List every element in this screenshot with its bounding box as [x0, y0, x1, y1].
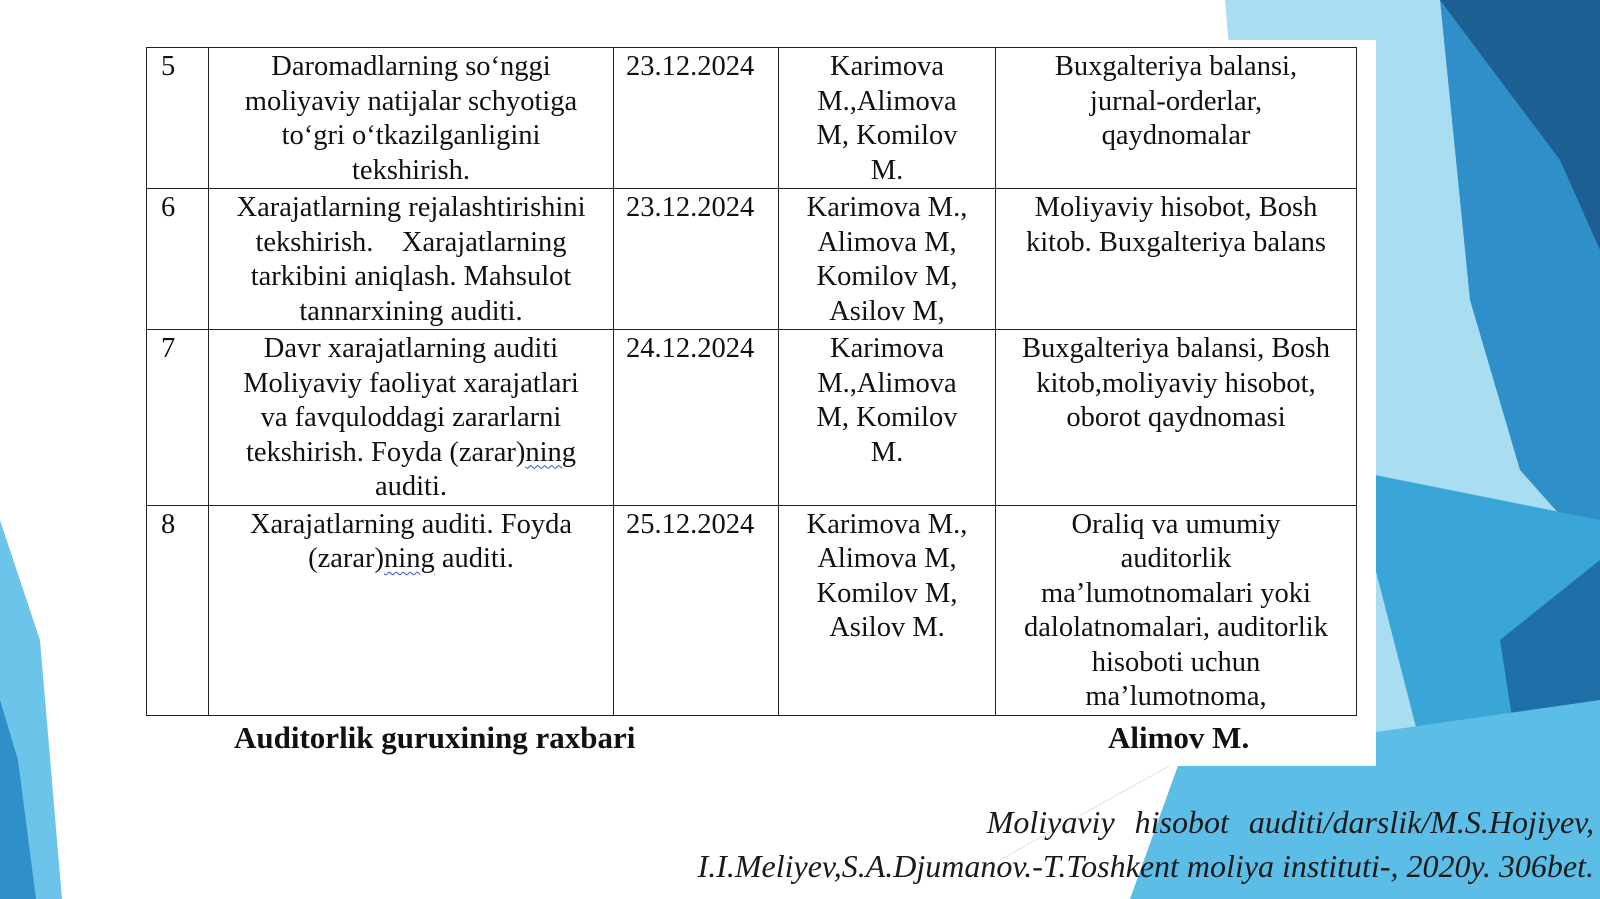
task-cell: Davr xarajatlarning auditi Moliyaviy faoliyat xarajatlari va favquloddagi zararlarni tekshirish. Foyda (zarar)ning auditi. — [209, 330, 614, 506]
citation-line-1: Moliyaviy hisobot auditi/darslik/M.S.Hojiyev, — [986, 804, 1594, 840]
document-page — [138, 40, 1376, 766]
leader-label: Auditorlik guruxining raxbari — [234, 720, 636, 755]
task-cell: Xarajatlarning rejalashtirishini tekshirish. Xarajatlarning tarkibini aniqlash. Mahsulot tannarxining auditi. — [209, 189, 614, 330]
citation-line-2: I.I.Meliyev,S.A.Djumanov.-T.Toshkent moliya instituti-, 2020y. 306bet. — [697, 848, 1594, 884]
row-number: 7 — [147, 330, 209, 506]
date-cell: 25.12.2024 — [614, 505, 779, 715]
row-number: 6 — [147, 189, 209, 330]
table-row — [147, 189, 1357, 330]
row-number: 8 — [147, 505, 209, 715]
auditors-cell: Karimova M.,Alimova M, Komilov M. — [779, 330, 996, 506]
date-cell: 23.12.2024 — [614, 48, 779, 189]
task-cell: Daromadlarning so‘nggi moliyaviy natijalar schyotiga to‘gri o‘tkazilganligini tekshirish. — [209, 48, 614, 189]
auditors-cell: Karimova M., Alimova M, Komilov M, Asilov M, — [779, 189, 996, 330]
table-row — [147, 330, 1357, 506]
sources-cell: Moliyaviy hisobot, Bosh kitob. Buxgalteriya balans — [996, 189, 1357, 330]
table-row — [147, 505, 1357, 715]
leader-name: Alimov M. — [1108, 720, 1250, 755]
sources-cell: Buxgalteriya balansi, jurnal-orderlar, qaydnomalar — [996, 48, 1357, 189]
audit-plan-table — [146, 47, 1357, 716]
date-cell: 23.12.2024 — [614, 189, 779, 330]
task-cell: Xarajatlarning auditi. Foyda (zarar)ning auditi. — [209, 505, 614, 715]
date-cell: 24.12.2024 — [614, 330, 779, 506]
sources-cell: Buxgalteriya balansi, Bosh kitob,moliyaviy hisobot, oborot qaydnomasi — [996, 330, 1357, 506]
auditors-cell: Karimova M.,Alimova M, Komilov M. — [779, 48, 996, 189]
row-number: 5 — [147, 48, 209, 189]
table-row — [147, 48, 1357, 189]
sources-cell: Oraliq va umumiy auditorlik ma’lumotnomalari yoki dalolatnomalari, auditorlik hisoboti uchun ma’lumotnoma, — [996, 505, 1357, 715]
citation — [494, 800, 1594, 888]
auditors-cell: Karimova M., Alimova M, Komilov M, Asilov M. — [779, 505, 996, 715]
